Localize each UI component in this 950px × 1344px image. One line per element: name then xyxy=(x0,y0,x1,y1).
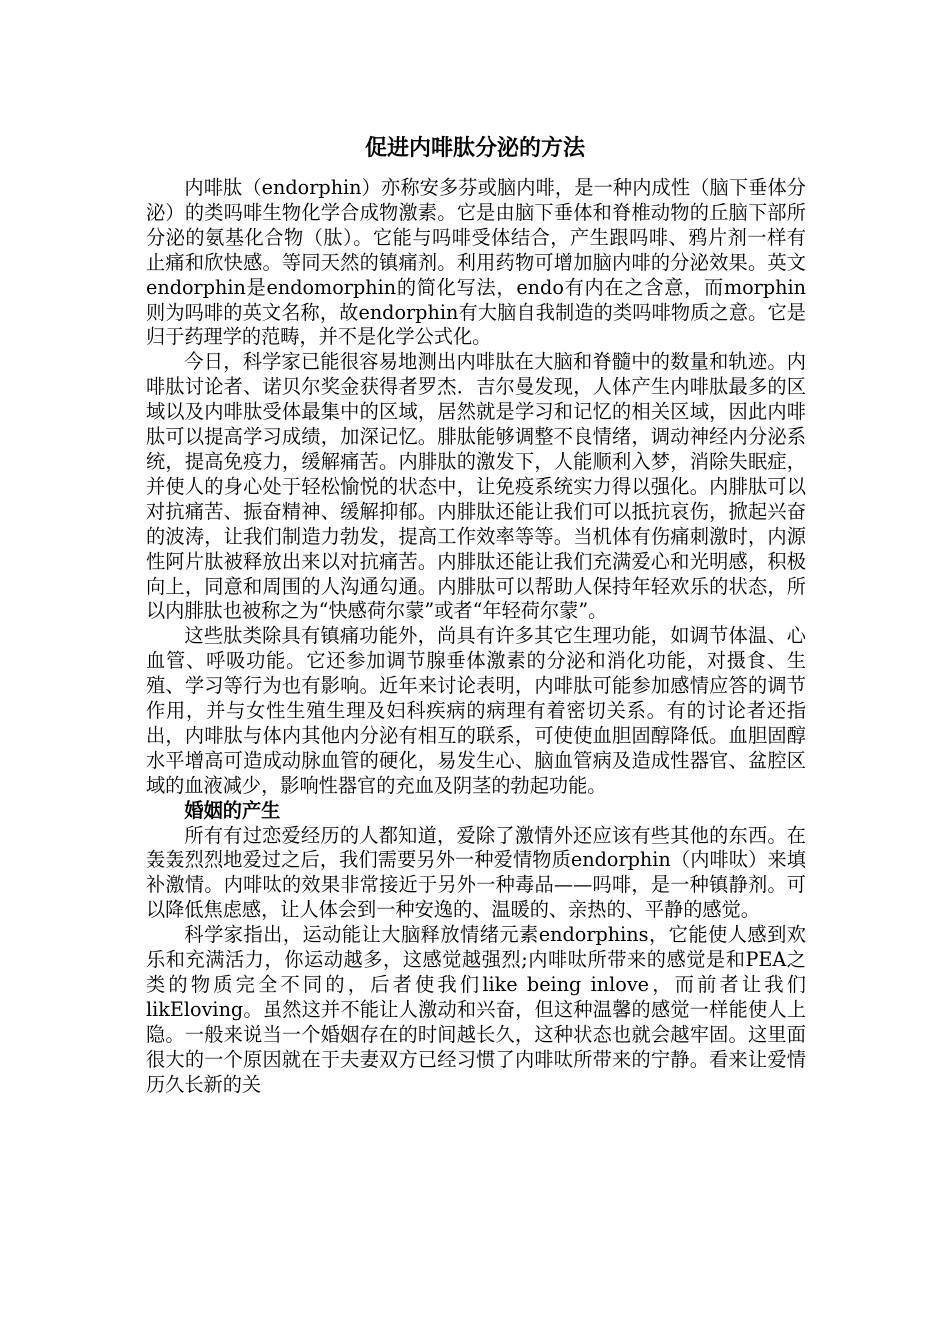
paragraph: 内啡肽（endorphin）亦称安多芬或脑内啡，是一种内成性（脑下垂体分泌）的类吗啡生物化学合成物激素。它是由脑下垂体和脊椎动物的丘脑下部所分泌的氨基化合物（肽）。它能与吗啡受体结合，产生跟吗啡、鸦片剂一样有止痛和欣快感。等同天然的镇痛剂。利用药物可增加脑内啡的分泌效果。英文endorphin是endomorphin的简化写法，endo有内在之含意，而morphin则为吗啡的英文名称，故endorphin有大脑自我制造的类吗啡物质之意。它是归于药理学的范畴，并不是化学公式化。 xyxy=(146,176,806,349)
document-title: 促进内啡肽分泌的方法 xyxy=(364,136,585,161)
document-body xyxy=(146,176,806,1098)
paragraph: 所有有过恋爱经历的人都知道，爱除了激情外还应该有些其他的东西。在轰轰烈烈地爱过之后，我们需要另外一种爱情物质endorphin（内啡呔）来填补激情。内啡呔的效果非常接近于另外一种毒品——吗啡，是一种镇静剂。可以降低焦虑感，让人体会到一种安逸的、温暖的、亲热的、平静的感觉。 xyxy=(146,823,806,922)
paragraph: 科学家指出，运动能让大脑释放情绪元素endorphins，它能使人感到欢乐和充满活力，你运动越多，这感觉越强烈;内啡呔所带来的感觉是和PEA之类的物质完全不同的，后者使我们like being inlove，而前者让我们likEloving。虽然这并不能让人激动和兴奋，但这种温馨的感觉一样能使人上隐。一般来说当一个婚姻存在的时间越长久，这种状态也就会越牢固。这里面很大的一个原因就在于夫妻双方已经习惯了内啡呔所带来的宁静。看来让爱情历久长新的关 xyxy=(146,923,806,1096)
paragraph: 今日，科学家已能很容易地测出内啡肽在大脑和脊髓中的数量和轨迹。内啡肽讨论者、诺贝尔奖金获得者罗杰．吉尔曼发现，人体产生内啡肽最多的区域以及内啡肽受体最集中的区域，居然就是学习和记忆的相关区域，因此内啡肽可以提高学习成绩，加深记忆。腓肽能够调整不良情绪，调动神经内分泌系统，提高免疫力，缓解痛苦。内腓肽的激发下，人能顺利入梦，消除失眠症，并使人的身心处于轻松愉悦的状态中，让免疫系统实力得以强化。内腓肽可以对抗痛苦、振奋精神、缓解抑郁。内腓肽还能让我们可以抵抗哀伤，掀起兴奋的波涛，让我们制造力勃发，提高工作效率等等。当机体有伤痛刺激时，内源性阿片肽被释放出来以对抗痛苦。内腓肽还能让我们充满爱心和光明感，积极向上，同意和周围的人沟通勾通。内腓肽可以帮助人保持年轻欢乐的状态，所以内腓肽也被称之为“快感荷尔蒙”或者“年轻荷尔蒙”。 xyxy=(146,350,806,623)
section-heading: 婚姻的产生 xyxy=(184,798,281,822)
paragraph: 这些肽类除具有镇痛功能外，尚具有许多其它生理功能，如调节体温、心血管、呼吸功能。它还参加调节腺垂体激素的分泌和消化功能，对摄食、生殖、学习等行为也有影响。近年来讨论表明，内啡肽可能参加感情应答的调节作用，并与女性生殖生理及妇科疾病的病理有着密切关系。有的讨论者还指出，内啡肽与体内其他内分泌有相互的联系，可使使血胆固醇降低。血胆固醇水平增高可造成动脉血管的硬化，易发生心、脑血管病及造成性器官、盆腔区域的血液减少，影响性器官的充血及阴茎的勃起功能。 xyxy=(146,624,806,797)
